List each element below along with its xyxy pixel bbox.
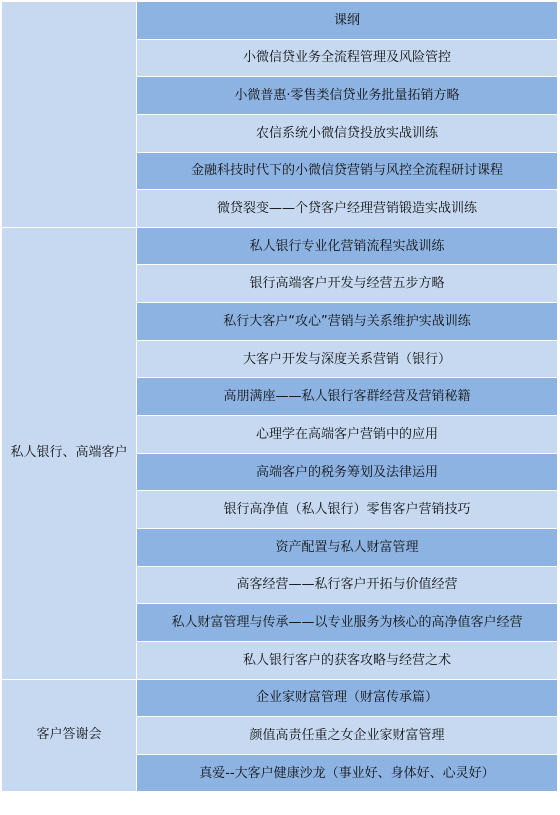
group-cell-client-appreciation bbox=[2, 679, 137, 792]
course-cell: 高朋满座——私人银行客群经营及营销秘籍 bbox=[137, 378, 558, 416]
group-cell-private-banking bbox=[2, 227, 137, 679]
course-cell: 小微信贷业务全流程管理及风险管控 bbox=[137, 39, 558, 77]
course-cell: 高端客户的税务筹划及法律运用 bbox=[137, 453, 558, 491]
course-cell: 心理学在高端客户营销中的应用 bbox=[137, 416, 558, 454]
course-cell: 资产配置与私人财富管理 bbox=[137, 528, 558, 566]
course-cell: 农信系统小微信贷投放实战训练 bbox=[137, 114, 558, 152]
table-header-cell: 课纲 bbox=[137, 2, 558, 40]
table-row bbox=[2, 227, 558, 265]
course-cell: 企业家财富管理（财富传承篇） bbox=[137, 679, 558, 717]
course-cell: 私行大客户“攻心”营销与关系维护实战训练 bbox=[137, 303, 558, 341]
table-row bbox=[2, 679, 558, 717]
course-cell: 金融科技时代下的小微信贷营销与风控全流程研讨课程 bbox=[137, 152, 558, 190]
course-cell: 微贷裂变——个贷客户经理营销锻造实战训练 bbox=[137, 190, 558, 228]
course-cell: 小微普惠·零售类信贷业务批量拓销方略 bbox=[137, 77, 558, 115]
course-cell: 高客经营——私行客户开拓与价值经营 bbox=[137, 566, 558, 604]
course-table bbox=[1, 1, 558, 792]
course-cell: 私人银行专业化营销流程实战训练 bbox=[137, 227, 558, 265]
course-cell: 私人财富管理与传承——以专业服务为核心的高净值客户经营 bbox=[137, 604, 558, 642]
course-cell: 银行高净值（私人银行）零售客户营销技巧 bbox=[137, 491, 558, 529]
course-cell: 大客户开发与深度关系营销（银行） bbox=[137, 340, 558, 378]
course-cell: 私人银行客户的获客攻略与经营之术 bbox=[137, 641, 558, 679]
group-label: 私人银行、高端客户 bbox=[10, 445, 128, 461]
group-label: 客户答谢会 bbox=[36, 727, 102, 743]
table-row bbox=[2, 2, 558, 40]
course-cell: 银行高端客户开发与经营五步方略 bbox=[137, 265, 558, 303]
course-cell: 颜值高责任重之女企业家财富管理 bbox=[137, 717, 558, 755]
group-cell-blank bbox=[2, 2, 137, 228]
course-cell: 真爱--大客户健康沙龙（事业好、身体好、心灵好） bbox=[137, 754, 558, 792]
